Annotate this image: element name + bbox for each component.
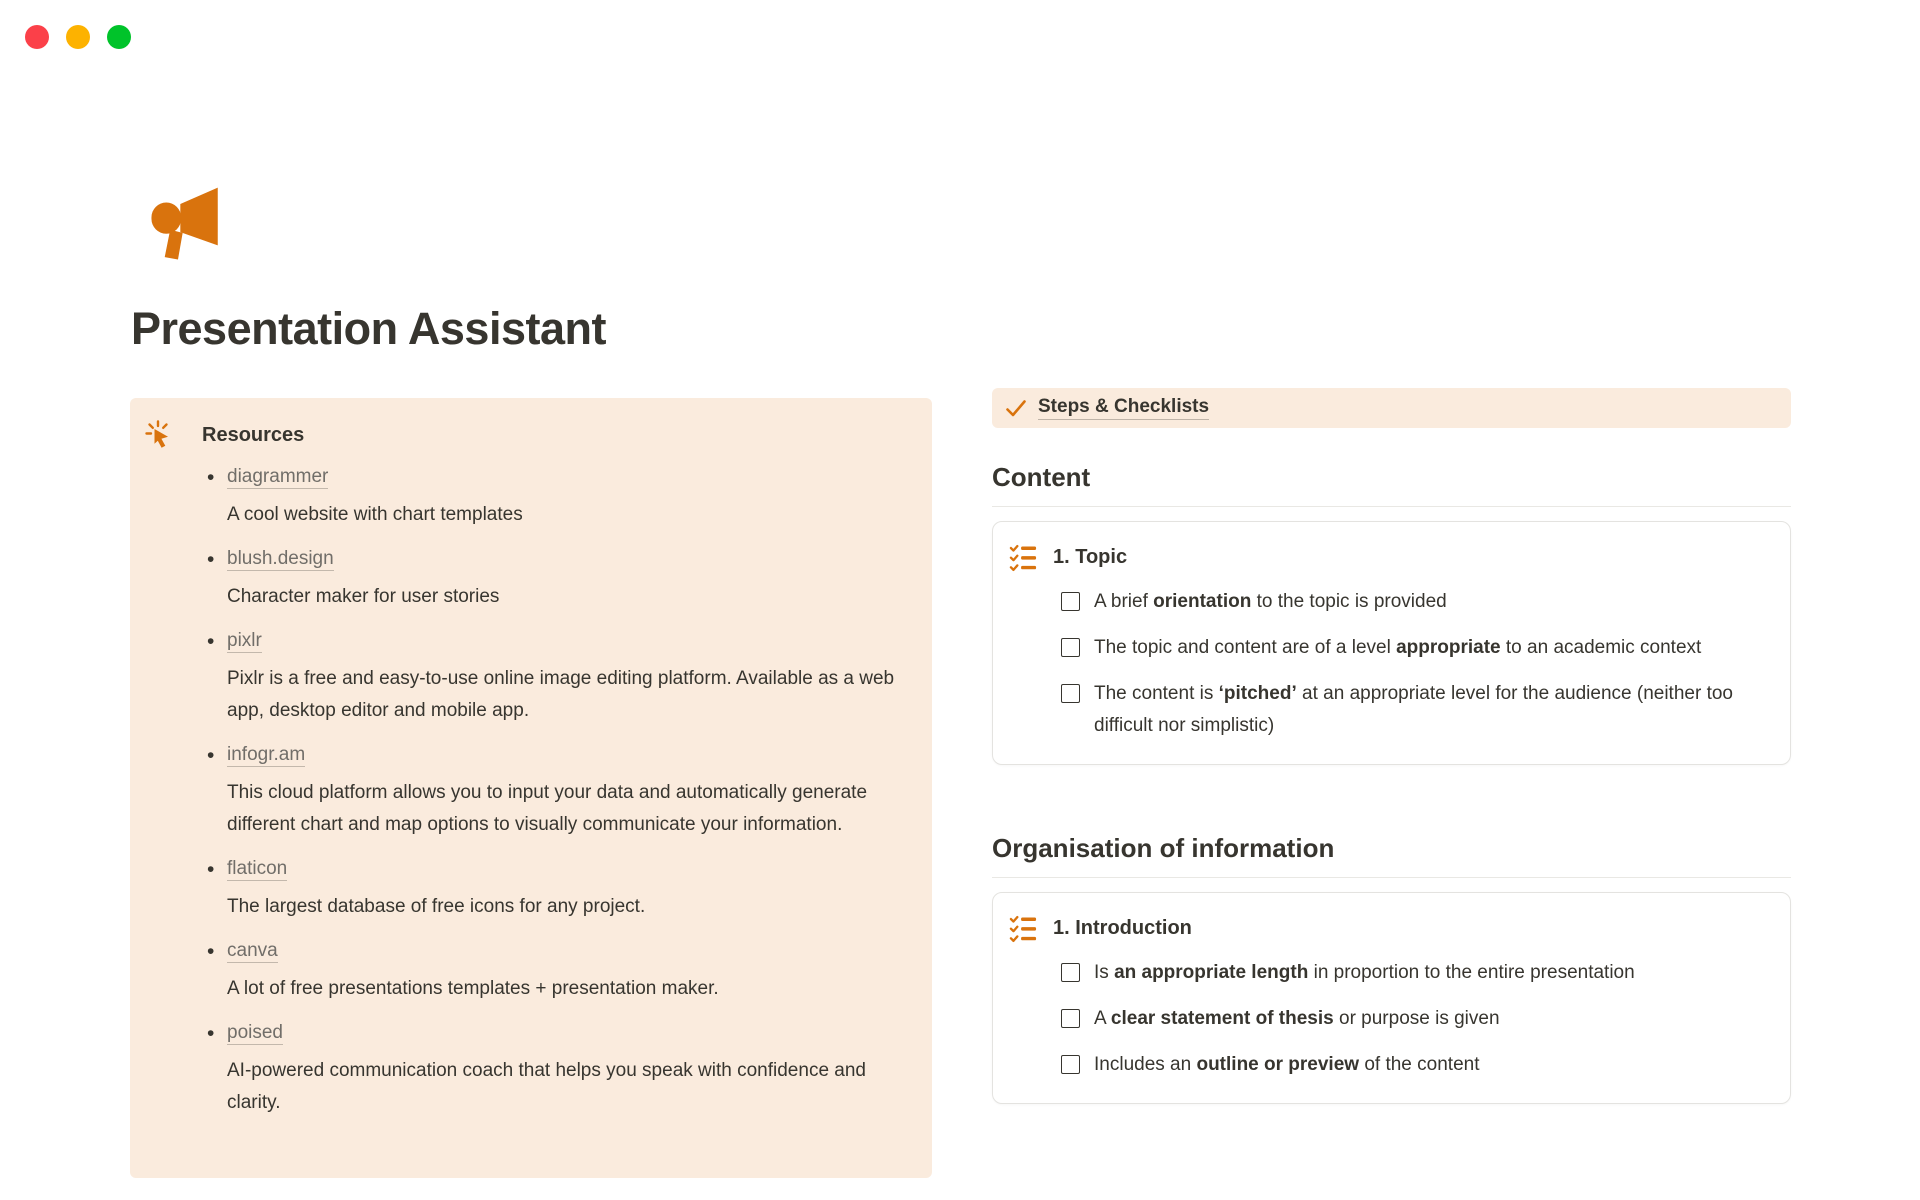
checklist-icon <box>1009 543 1038 572</box>
cursor-click-icon <box>144 420 174 450</box>
resource-description: This cloud platform allows you to input your data and automatically generate different chart and map options to visually communicate your information. <box>227 782 868 835</box>
resource-list <box>206 462 912 1119</box>
checkbox-topic-1[interactable] <box>1061 592 1080 611</box>
resource-link-infogr-am[interactable]: infogr.am <box>227 744 306 765</box>
todo-row <box>1061 1003 1766 1035</box>
resource-link-blush-design[interactable]: blush.design <box>227 548 334 569</box>
megaphone-icon[interactable] <box>146 182 224 262</box>
todo-text: The content is ‘pitched’ at an appropriate level for the audience (neither too difficult nor simplistic) <box>1094 683 1733 736</box>
resource-link-flaticon[interactable]: flaticon <box>227 858 288 879</box>
resource-description: The largest database of free icons for any project. <box>227 896 646 917</box>
resource-link-canva[interactable]: canva <box>227 940 278 961</box>
minimize-button[interactable] <box>66 25 90 49</box>
checkbox-introduction-1[interactable] <box>1061 963 1080 982</box>
todo-text: Includes an outline or preview of the content <box>1094 1054 1480 1075</box>
resource-link-pixlr[interactable]: pixlr <box>227 630 262 651</box>
resource-item <box>206 854 912 923</box>
checkbox-topic-2[interactable] <box>1061 638 1080 657</box>
todo-row <box>1061 957 1766 989</box>
steps-checklists-column <box>992 388 1791 1104</box>
resource-description: Pixlr is a free and easy-to-use online image editing platform. Available as a web app, desktop editor and mobile app. <box>227 668 895 721</box>
checklist-card-topic <box>992 521 1791 765</box>
resource-item <box>206 544 912 613</box>
card-title-topic: 1. Topic <box>1053 546 1128 568</box>
resource-link-poised[interactable]: poised <box>227 1022 283 1043</box>
card-title-introduction: 1. Introduction <box>1053 917 1192 939</box>
checkbox-introduction-2[interactable] <box>1061 1009 1080 1028</box>
resource-item <box>206 462 912 531</box>
window-controls <box>25 25 131 49</box>
todo-text: The topic and content are of a level appropriate to an academic context <box>1094 637 1702 658</box>
steps-checklists-link[interactable] <box>992 388 1791 428</box>
zoom-button[interactable] <box>107 25 131 49</box>
resource-description: Character maker for user stories <box>227 586 500 607</box>
todo-row <box>1061 632 1766 664</box>
resource-description: AI-powered communication coach that helps you speak with confidence and clarity. <box>227 1060 866 1113</box>
steps-checklists-label: Steps & Checklists <box>1038 396 1209 420</box>
checklist-card-introduction <box>992 892 1791 1104</box>
todo-text: A clear statement of thesis or purpose is given <box>1094 1008 1500 1029</box>
resources-title: Resources <box>202 424 305 446</box>
section-heading-content: Content <box>992 460 1791 507</box>
todo-row <box>1061 678 1766 742</box>
checkmark-icon <box>1004 396 1028 420</box>
todo-text: Is an appropriate length in proportion to the entire presentation <box>1094 962 1635 983</box>
resource-link-diagrammer[interactable]: diagrammer <box>227 466 329 487</box>
todo-row <box>1061 1049 1766 1081</box>
resource-description: A cool website with chart templates <box>227 504 523 525</box>
todo-row <box>1061 586 1766 618</box>
resources-callout <box>130 398 932 1178</box>
close-button[interactable] <box>25 25 49 49</box>
checklist-icon <box>1009 914 1038 943</box>
checkbox-topic-3[interactable] <box>1061 684 1080 703</box>
resource-item <box>206 936 912 1005</box>
page-title: Presentation Assistant <box>131 303 606 354</box>
resource-item <box>206 740 912 841</box>
todo-text: A brief orientation to the topic is provided <box>1094 591 1447 612</box>
checkbox-introduction-3[interactable] <box>1061 1055 1080 1074</box>
section-heading-organisation: Organisation of information <box>992 831 1791 878</box>
resource-item <box>206 626 912 727</box>
resource-item <box>206 1018 912 1119</box>
resource-description: A lot of free presentations templates + presentation maker. <box>227 978 719 999</box>
